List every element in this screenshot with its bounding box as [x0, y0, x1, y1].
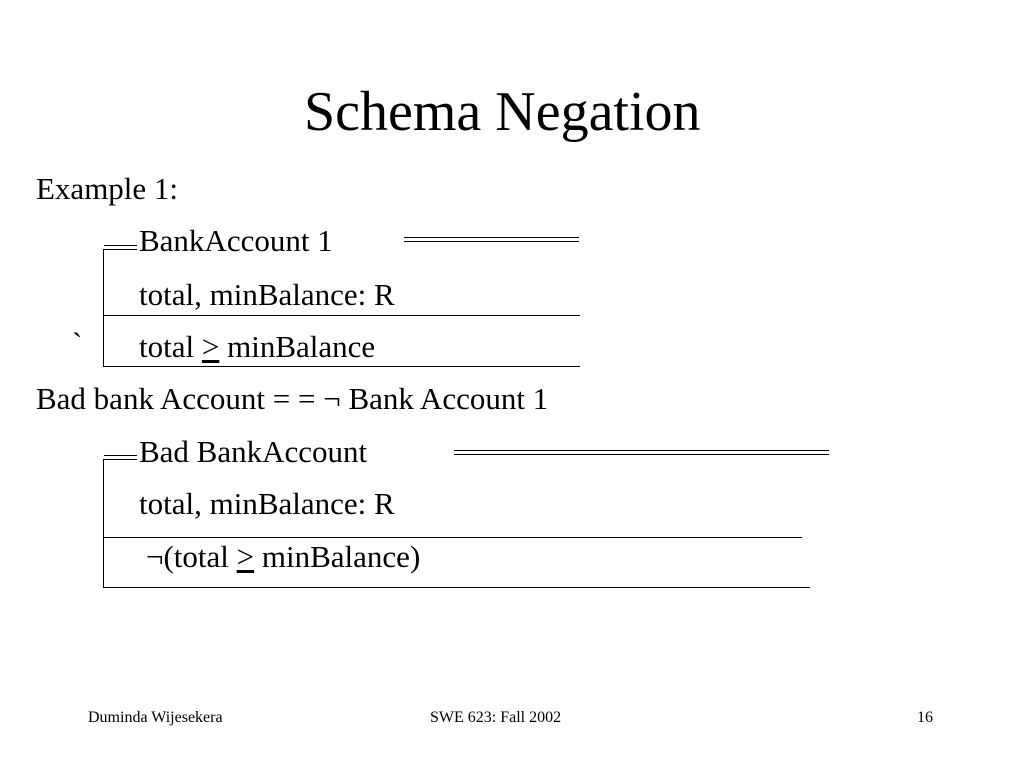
slide-title: Schema Negation — [304, 81, 701, 143]
schema-header-line-right-b — [404, 241, 579, 242]
page-number: 16 — [917, 709, 933, 726]
schema2-declaration: total, minBalance: R — [139, 486, 395, 521]
schema-header-line-left-b — [104, 249, 137, 250]
predicate-text-end: minBalance — [219, 329, 376, 364]
schema2-header-line-right-a — [454, 450, 829, 451]
schema2-bottom-border — [103, 587, 810, 588]
footer-course: SWE 623: Fall 2002 — [430, 709, 562, 726]
schema2-name: Bad BankAccount — [139, 434, 368, 469]
schema-divider — [103, 315, 580, 316]
schema-bottom-border — [103, 366, 580, 367]
negated-predicate-end: minBalance) — [254, 539, 421, 574]
stray-backtick: ` — [72, 326, 83, 361]
schema2-header-line-left-a — [104, 455, 137, 456]
schema-left-border — [103, 249, 104, 367]
example-label: Example 1: — [36, 171, 179, 206]
greater-or-equal-symbol: > — [201, 329, 220, 364]
schema2-predicate — [146, 541, 420, 572]
schema-header-line-left-a — [104, 245, 137, 246]
schema2-left-border — [103, 459, 104, 588]
schema-predicate — [139, 331, 375, 362]
schema2-header-line-right-b — [454, 454, 829, 455]
greater-or-equal-symbol-2: > — [236, 539, 255, 574]
schema-name: BankAccount 1 — [139, 223, 333, 258]
predicate-text-start: total — [139, 329, 202, 364]
schema-declaration: total, minBalance: R — [139, 277, 395, 312]
footer-author: Duminda Wijesekera — [88, 709, 223, 726]
negation-definition: Bad bank Account = = ¬ Bank Account 1 — [36, 381, 549, 416]
schema-header-line-right-a — [404, 237, 579, 238]
negated-predicate-start: ¬(total — [146, 539, 237, 574]
schema2-divider — [103, 537, 802, 538]
schema2-header-line-left-b — [104, 459, 137, 460]
